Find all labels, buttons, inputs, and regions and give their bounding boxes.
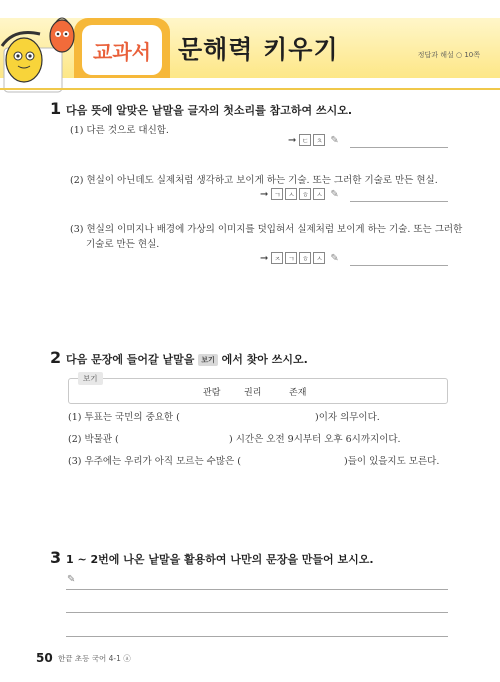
question-1-text: 다음 뜻에 알맞은 낱말을 글자의 첫소리를 참고하여 쓰시오. [66,104,353,117]
word-bank-word: 존재 [289,388,307,398]
writing-line-1[interactable] [66,589,448,590]
answer-line [350,265,448,266]
q2-sentence-1-after: )이자 의무이다. [315,412,380,423]
question-3-text: 1 ~ 2번에 나온 낱말을 활용하여 나만의 문장을 만들어 보시오. [66,553,374,566]
arrow-icon: ➞ [260,188,269,200]
question-3-number: 3 [50,548,62,567]
textbook-badge: 교과서 [82,25,162,75]
q1-item-3: (3) 현실의 이미지나 배경에 가상의 이미지를 덧입혀서 실제처럼 보이게 하는 기술. 또는 그러한 [70,224,463,235]
hint-box: ㄱ [285,252,297,264]
bogi-tag: 보기 [198,354,218,366]
question-1-number: 1 [50,99,62,118]
q2-text-after: 에서 찾아 쓰시오. [221,353,308,366]
answer-line [350,147,448,148]
q2-sentence-2-after: ) 시간은 오전 9시부터 오후 6시까지이다. [229,434,401,445]
question-2-text [66,351,308,367]
q1-answer-2[interactable] [260,187,339,201]
q2-sentence-3-before: (3) 우주에는 우리가 아직 모르는 수많은 ( [68,456,241,467]
page-number: 50 [36,651,53,665]
hint-box: ㅅ [313,188,325,200]
q1-item-3-cont: 기술로 만든 현실. [86,239,160,250]
q1-item-2: (2) 현실이 아닌데도 실제처럼 생각하고 보이게 하는 기술. 또는 그러한 기술로 만든 현실. [70,175,438,186]
page-title: 문해력 키우기 [178,35,339,64]
footer-book-title: 한끝 초등 국어 4-1 ⓐ [58,654,131,663]
q2-text-before: 다음 문장에 들어갈 낱말을 [66,353,195,366]
pencil-icon: ✎ [330,252,339,264]
page-header [0,0,500,96]
word-bank-label: 보기 [78,372,103,385]
q1-answer-1[interactable] [288,133,339,147]
arrow-icon: ➞ [288,134,297,146]
arrow-icon: ➞ [260,252,269,264]
q1-item-1: (1) 다른 것으로 대신함. [70,125,169,136]
word-bank-word: 관람 [203,388,221,398]
question-2-number: 2 [50,348,62,367]
word-bank-word: 권리 [244,388,262,398]
q2-sentence-2-before: (2) 박물관 ( [68,434,119,445]
hint-box: ㄱ [271,188,283,200]
q2-sentence-3-after: )들이 있을지도 모른다. [344,456,440,467]
hint-box: ㅊ [313,134,325,146]
mascot-illustration [0,8,80,96]
q1-answer-3[interactable] [260,251,339,265]
pencil-icon: ✎ [330,188,339,200]
q2-sentence-1-before: (1) 투표는 국민의 중요한 ( [68,412,180,423]
hint-box: ㅅ [285,188,297,200]
pencil-icon: ✎ [67,574,76,585]
hint-box: ㅈ [271,252,283,264]
hint-box: ㅎ [299,252,311,264]
writing-line-2[interactable] [66,612,448,613]
header-divider [0,88,500,90]
answer-reference: 정답과 해설 ○ 10쪽 [417,51,480,59]
hint-box: ㅅ [313,252,325,264]
answer-line [350,201,448,202]
hint-box: ㄷ [299,134,311,146]
hint-box: ㅎ [299,188,311,200]
writing-line-3[interactable] [66,636,448,637]
pencil-icon: ✎ [330,134,339,146]
